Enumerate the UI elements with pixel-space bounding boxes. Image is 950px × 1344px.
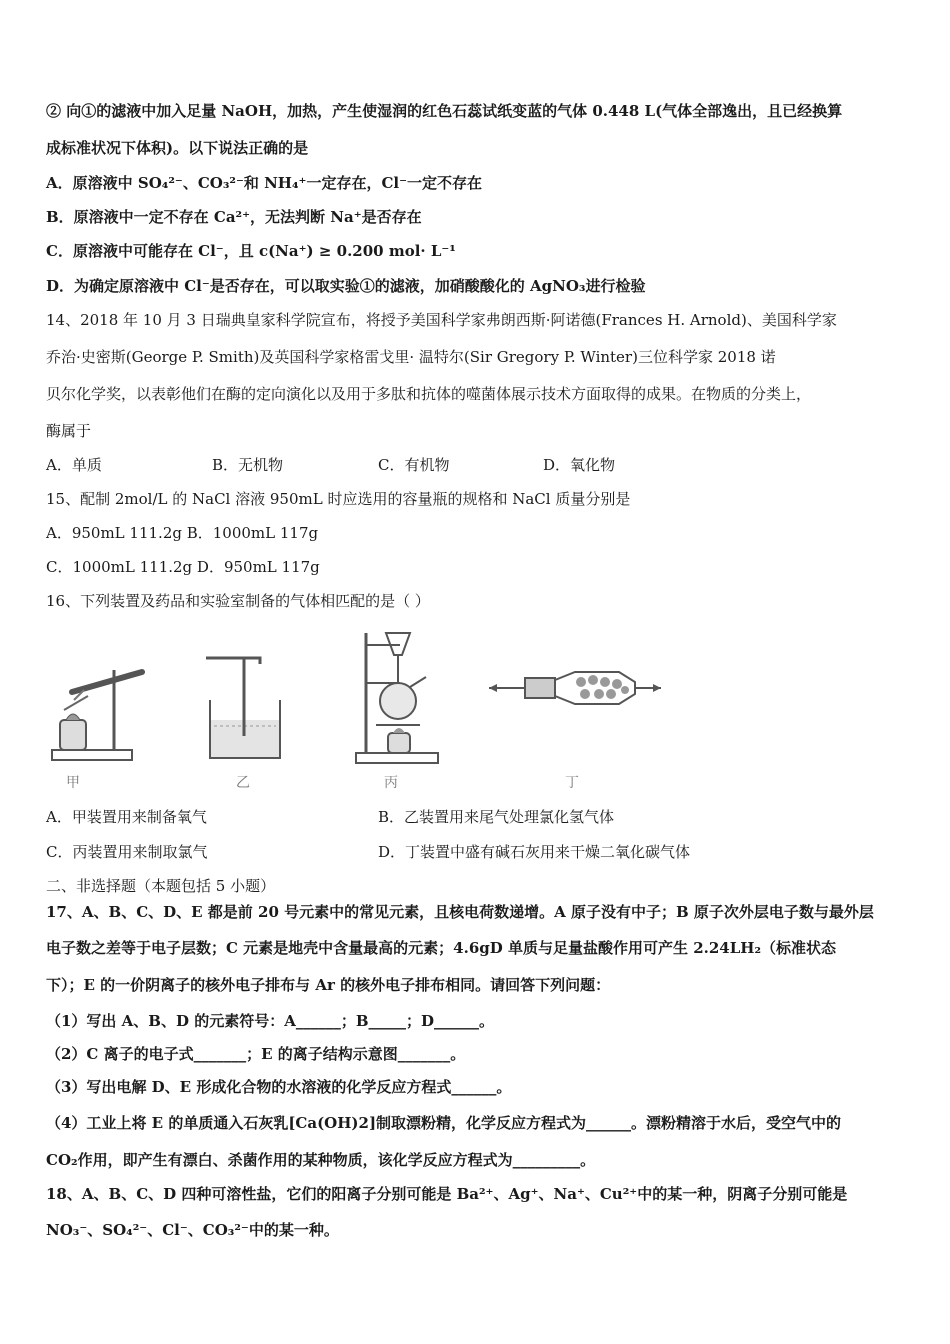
q17-part-2: （2）C 离子的电子式_______；E 的离子结构示意图_______。 — [46, 1045, 466, 1063]
q17-line-1: 17、A、B、C、D、E 都是前 20 号元素中的常见元素，且核电荷数递增。A 原子没有中子；B 原子次外层电子数与最外层 — [46, 903, 874, 921]
q14-line-2: 乔治·史密斯(George P. Smith)及英国科学家格雷戈里· 温特尔(Sir Gregory P. Winter)三位科学家 2018 诺 — [46, 348, 776, 366]
q16-stem: 16、下列装置及药品和实验室制备的气体相匹配的是（ ） — [46, 592, 430, 610]
q13-option-d: D．为确定原溶液中 Cl⁻是否存在，可以取实验①的滤液，加硝酸酸化的 AgNO₃进行检验 — [46, 277, 646, 295]
q14-option-a: A．单质 — [46, 456, 102, 474]
apparatus-bing-figure — [350, 625, 450, 770]
q16-option-a: A．甲装置用来制备氧气 — [46, 808, 207, 826]
q16-option-d: D．丁装置中盛有碱石灰用来干燥二氧化碳气体 — [378, 843, 691, 861]
q13-option-a: A．原溶液中 SO₄²⁻、CO₃²⁻和 NH₄⁺一定存在，Cl⁻一定不存在 — [46, 174, 483, 192]
caption-ding: 丁 — [565, 775, 579, 791]
section-heading: 二、非选择题（本题包括 5 小题） — [46, 877, 276, 895]
q18-line-1: 18、A、B、C、D 四种可溶性盐，它们的阳离子分别可能是 Ba²⁺、Ag⁺、Na⁺、Cu²⁺中的某一种，阴离子分别可能是 — [46, 1185, 848, 1203]
q17-part-3: （3）写出电解 D、E 形成化合物的水溶液的化学反应方程式______。 — [46, 1078, 512, 1096]
q15-options-ab: A．950mL 111.2g B．1000mL 117g — [46, 524, 319, 542]
apparatus-jia-figure — [44, 630, 154, 770]
q16-option-c: C．丙装置用来制取氯气 — [46, 843, 208, 861]
q14-option-d: D．氧化物 — [543, 456, 616, 474]
q17-part-4b: CO₂作用，即产生有漂白、杀菌作用的某种物质，该化学反应方程式为_________。 — [46, 1151, 596, 1169]
q17-part-4a: （4）工业上将 E 的单质通入石灰乳[Ca(OH)2]制取漂粉精，化学反应方程式为______。漂粉精溶于水后，受空气中的 — [46, 1114, 842, 1132]
q15-options-cd: C．1000mL 111.2g D．950mL 117g — [46, 558, 320, 576]
q13-option-c: C．原溶液中可能存在 Cl⁻，且 c(Na⁺) ≥ 0.200 mol· L⁻¹ — [46, 242, 456, 260]
caption-jia: 甲 — [66, 775, 80, 791]
q14-option-b: B．无机物 — [212, 456, 284, 474]
q13-option-b: B．原溶液中一定不存在 Ca²⁺，无法判断 Na⁺是否存在 — [46, 208, 422, 226]
caption-bing: 丙 — [384, 775, 398, 791]
apparatus-yi-figure — [200, 640, 290, 770]
q14-line-3: 贝尔化学奖，以表彰他们在酶的定向演化以及用于多肽和抗体的噬菌体展示技术方面取得的成果。在物质的分类上， — [46, 385, 812, 403]
q14-option-c: C．有机物 — [378, 456, 450, 474]
q15-stem: 15、配制 2mol/L 的 NaCl 溶液 950mL 时应选用的容量瓶的规格和 NaCl 质量分别是 — [46, 490, 631, 508]
q13-line-2: 成标准状况下体积)。以下说法正确的是 — [46, 139, 309, 157]
q17-part-1: （1）写出 A、B、D 的元素符号：A______；B_____；D______。 — [46, 1012, 495, 1030]
q17-line-2: 电子数之差等于电子层数；C 元素是地壳中含量最高的元素；4.6gD 单质与足量盐酸作用可产生 2.24LH₂（标准状态 — [46, 939, 837, 957]
q14-line-4: 酶属于 — [46, 422, 92, 440]
q16-option-b: B．乙装置用来尾气处理氯化氢气体 — [378, 808, 615, 826]
caption-yi: 乙 — [236, 775, 250, 791]
q17-line-3: 下）；E 的一价阴离子的核外电子排布与 Ar 的核外电子排布相同。请回答下列问题： — [46, 976, 611, 994]
q14-line-1: 14、2018 年 10 月 3 日瑞典皇家科学院宣布，将授予美国科学家弗朗西斯·阿诺德(Frances H. Arnold)、美国科学家 — [46, 311, 837, 329]
q18-line-2: NO₃⁻、SO₄²⁻、Cl⁻、CO₃²⁻中的某一种。 — [46, 1221, 339, 1239]
q13-line-1: ② 向①的滤液中加入足量 NaOH，加热，产生使湿润的红色石蕊试纸变蓝的气体 0.448 L(气体全部逸出，且已经换算 — [46, 102, 843, 120]
apparatus-figures — [40, 620, 740, 795]
apparatus-ding-figure — [485, 660, 665, 720]
